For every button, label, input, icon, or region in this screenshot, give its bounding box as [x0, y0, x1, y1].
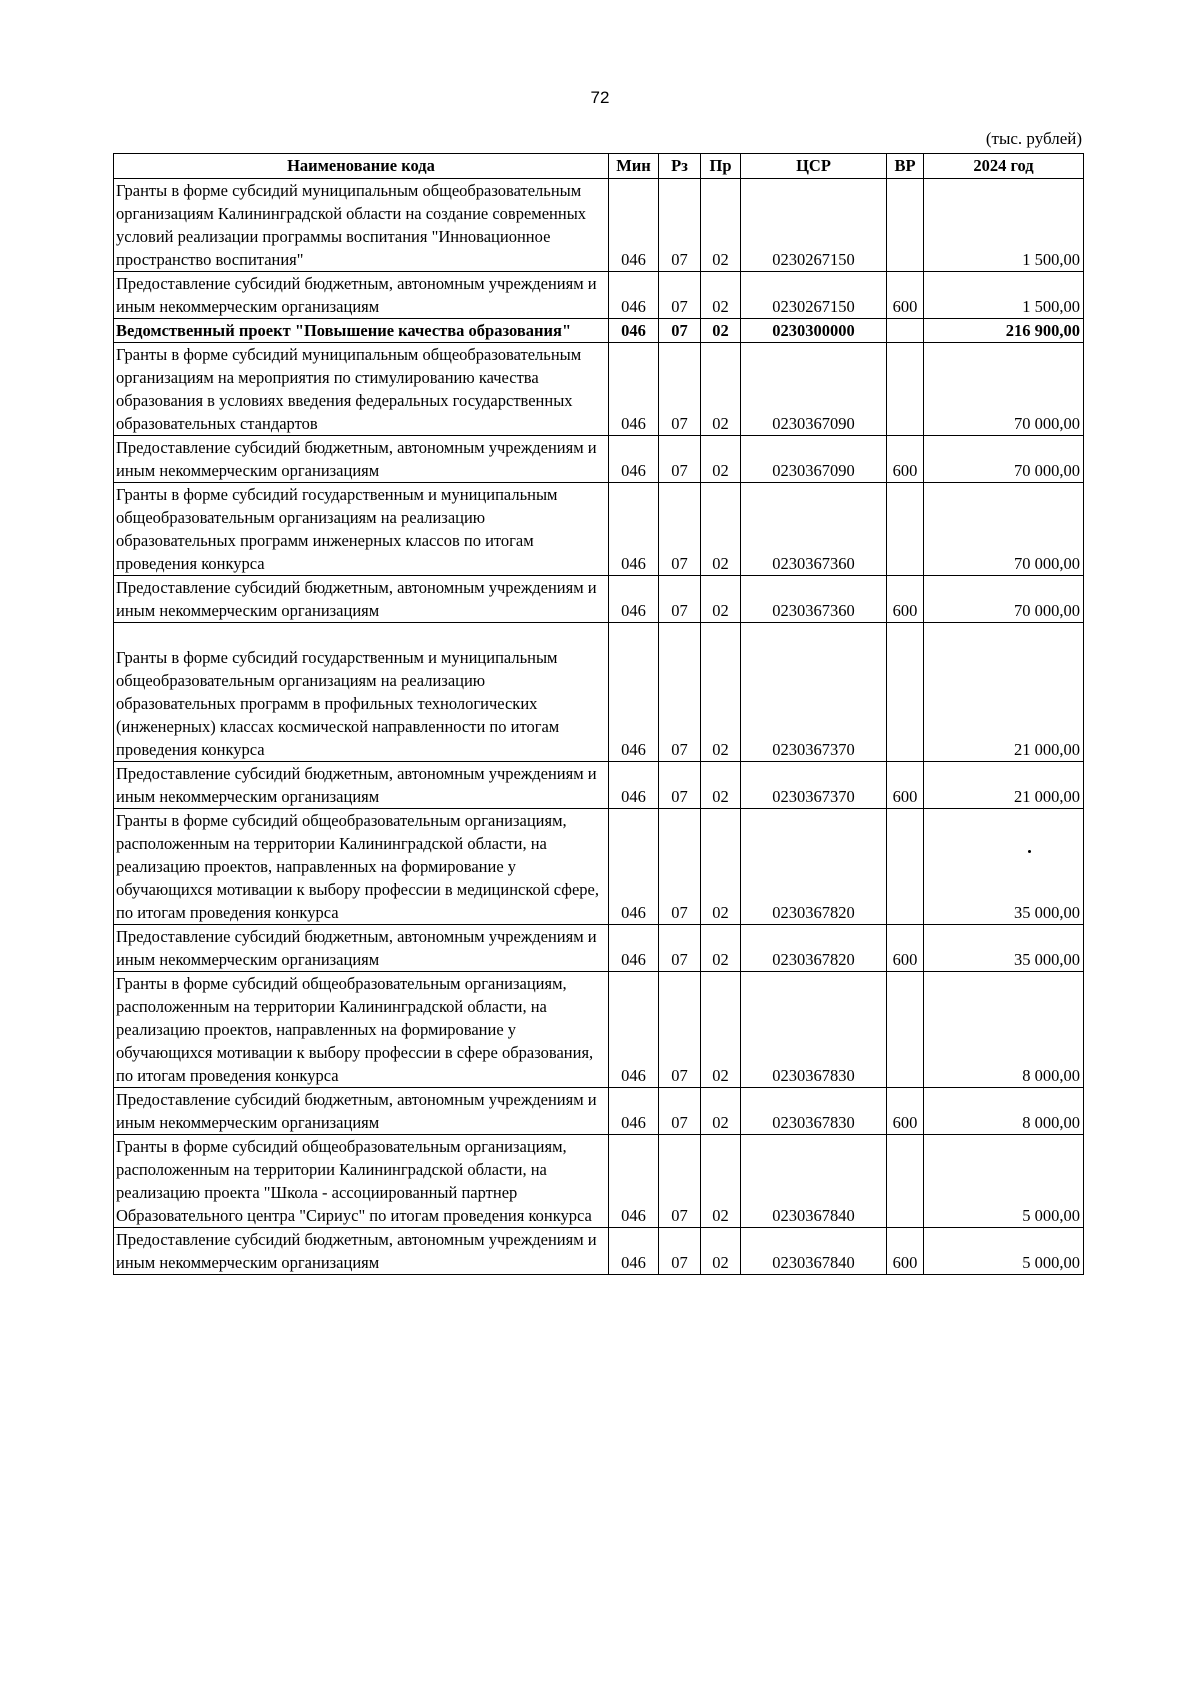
header-vr: ВР — [887, 154, 924, 179]
page-number: 72 — [590, 88, 610, 107]
row-csr: 0230367370 — [741, 623, 887, 762]
table-row — [114, 809, 1084, 925]
units-label: (тыс. рублей) — [985, 129, 1082, 148]
row-name: Предоставление субсидий бюджетным, автономным учреждениям и иным некоммерческим организациям — [114, 272, 609, 319]
header-name: Наименование кода — [114, 154, 609, 179]
row-vr — [887, 343, 924, 436]
row-sum: 70 000,00 — [924, 436, 1084, 483]
row-csr: 0230367360 — [741, 576, 887, 623]
row-rz: 07 — [659, 1088, 701, 1135]
row-name: Гранты в форме субсидий муниципальным общеобразовательным организациям Калининградской области на создание современных условий реализации программы воспитания "Инновационное пространство воспитания" — [114, 179, 609, 272]
row-rz: 07 — [659, 343, 701, 436]
row-name: Предоставление субсидий бюджетным, автономным учреждениям и иным некоммерческим организациям — [114, 436, 609, 483]
row-vr: 600 — [887, 1228, 924, 1275]
row-sum: 70 000,00 — [924, 343, 1084, 436]
row-pr: 02 — [701, 809, 741, 925]
row-pr: 02 — [701, 319, 741, 343]
row-min: 046 — [609, 179, 659, 272]
row-name: Гранты в форме субсидий общеобразовательным организациям, расположенным на территории Калининградской области, на реализацию проектов, направленных на формирование у обучающихся мотивации к выбору профессии в медицинской сфере, по итогам проведения конкурса — [114, 809, 609, 925]
row-csr: 0230300000 — [741, 319, 887, 343]
table-row — [114, 972, 1084, 1088]
row-vr: 600 — [887, 272, 924, 319]
row-pr: 02 — [701, 1228, 741, 1275]
row-csr: 0230367090 — [741, 436, 887, 483]
row-vr: 600 — [887, 436, 924, 483]
row-csr: 0230367840 — [741, 1228, 887, 1275]
row-rz: 07 — [659, 623, 701, 762]
row-pr: 02 — [701, 483, 741, 576]
row-pr: 02 — [701, 1135, 741, 1228]
row-min: 046 — [609, 436, 659, 483]
table-row — [114, 1135, 1084, 1228]
table-row — [114, 925, 1084, 972]
row-csr: 0230367370 — [741, 762, 887, 809]
row-name: Предоставление субсидий бюджетным, автономным учреждениям и иным некоммерческим организациям — [114, 1228, 609, 1275]
row-rz: 07 — [659, 483, 701, 576]
row-vr — [887, 623, 924, 762]
budget-table — [113, 153, 1084, 1275]
row-sum: 35 000,00 — [924, 809, 1084, 925]
row-rz: 07 — [659, 972, 701, 1088]
row-min: 046 — [609, 762, 659, 809]
row-name: Гранты в форме субсидий общеобразовательным организациям, расположенным на территории Калининградской области, на реализацию проектов, направленных на формирование у обучающихся мотивации к выбору профессии в сфере образования, по итогам проведения конкурса — [114, 972, 609, 1088]
row-pr: 02 — [701, 179, 741, 272]
row-min: 046 — [609, 623, 659, 762]
header-csr: ЦСР — [741, 154, 887, 179]
row-name: Гранты в форме субсидий муниципальным общеобразовательным организациям на мероприятия по стимулированию качества образования в условиях введения федеральных государственных образовательных стандартов — [114, 343, 609, 436]
row-vr — [887, 483, 924, 576]
row-name: Предоставление субсидий бюджетным, автономным учреждениям и иным некоммерческим организациям — [114, 925, 609, 972]
row-vr — [887, 809, 924, 925]
row-rz: 07 — [659, 1135, 701, 1228]
row-csr: 0230367360 — [741, 483, 887, 576]
row-sum: 5 000,00 — [924, 1228, 1084, 1275]
row-name: Ведомственный проект "Повышение качества образования" — [114, 319, 609, 343]
row-sum: 21 000,00 — [924, 623, 1084, 762]
row-min: 046 — [609, 1088, 659, 1135]
row-vr — [887, 1135, 924, 1228]
row-csr: 0230367830 — [741, 1088, 887, 1135]
header-rz: Рз — [659, 154, 701, 179]
row-min: 046 — [609, 1135, 659, 1228]
header-pr: Пр — [701, 154, 741, 179]
row-sum: 8 000,00 — [924, 972, 1084, 1088]
table-row — [114, 623, 1084, 762]
row-name: Предоставление субсидий бюджетным, автономным учреждениям и иным некоммерческим организациям — [114, 762, 609, 809]
row-pr: 02 — [701, 272, 741, 319]
row-rz: 07 — [659, 809, 701, 925]
table-row — [114, 179, 1084, 272]
row-name: Гранты в форме субсидий государственным и муниципальным общеобразовательным организациям на реализацию образовательных программ инженерных классов по итогам проведения конкурса — [114, 483, 609, 576]
row-sum: 1 500,00 — [924, 272, 1084, 319]
header-min: Мин — [609, 154, 659, 179]
row-min: 046 — [609, 576, 659, 623]
row-rz: 07 — [659, 762, 701, 809]
table-row — [114, 1228, 1084, 1275]
row-vr — [887, 179, 924, 272]
row-sum: 8 000,00 — [924, 1088, 1084, 1135]
row-rz: 07 — [659, 1228, 701, 1275]
table-row-project — [114, 319, 1084, 343]
row-pr: 02 — [701, 436, 741, 483]
row-rz: 07 — [659, 179, 701, 272]
row-sum: 5 000,00 — [924, 1135, 1084, 1228]
row-vr — [887, 319, 924, 343]
row-rz: 07 — [659, 576, 701, 623]
table-row — [114, 436, 1084, 483]
row-vr: 600 — [887, 576, 924, 623]
row-name: Гранты в форме субсидий государственным и муниципальным общеобразовательным организациям на реализацию образовательных программ в профильных технологических (инженерных) классах космической направленности по итогам проведения конкурса — [114, 623, 609, 762]
row-rz: 07 — [659, 272, 701, 319]
row-pr: 02 — [701, 925, 741, 972]
stray-dot-mark — [1028, 850, 1031, 853]
row-rz: 07 — [659, 319, 701, 343]
table-row — [114, 272, 1084, 319]
row-csr: 0230367820 — [741, 809, 887, 925]
row-csr: 0230267150 — [741, 272, 887, 319]
row-vr — [887, 972, 924, 1088]
row-name: Гранты в форме субсидий общеобразовательным организациям, расположенным на территории Калининградской области, на реализацию проекта "Школа - ассоциированный партнер Образовательного центра "Сириус" по итогам проведения конкурса — [114, 1135, 609, 1228]
table-row — [114, 483, 1084, 576]
table-row — [114, 762, 1084, 809]
row-min: 046 — [609, 972, 659, 1088]
row-sum: 216 900,00 — [924, 319, 1084, 343]
row-pr: 02 — [701, 762, 741, 809]
row-sum: 21 000,00 — [924, 762, 1084, 809]
table-row — [114, 576, 1084, 623]
row-min: 046 — [609, 809, 659, 925]
row-sum: 35 000,00 — [924, 925, 1084, 972]
row-vr: 600 — [887, 925, 924, 972]
row-rz: 07 — [659, 925, 701, 972]
row-min: 046 — [609, 1228, 659, 1275]
table-row — [114, 343, 1084, 436]
row-min: 046 — [609, 343, 659, 436]
row-sum: 70 000,00 — [924, 483, 1084, 576]
row-pr: 02 — [701, 972, 741, 1088]
row-name: Предоставление субсидий бюджетным, автономным учреждениям и иным некоммерческим организациям — [114, 576, 609, 623]
row-csr: 0230367090 — [741, 343, 887, 436]
row-min: 046 — [609, 925, 659, 972]
row-min: 046 — [609, 272, 659, 319]
row-min: 046 — [609, 319, 659, 343]
row-pr: 02 — [701, 576, 741, 623]
row-sum: 70 000,00 — [924, 576, 1084, 623]
table-header-row — [114, 154, 1084, 179]
row-rz: 07 — [659, 436, 701, 483]
row-min: 046 — [609, 483, 659, 576]
header-sum: 2024 год — [924, 154, 1084, 179]
row-vr: 600 — [887, 762, 924, 809]
row-csr: 0230267150 — [741, 179, 887, 272]
table-row — [114, 1088, 1084, 1135]
row-pr: 02 — [701, 1088, 741, 1135]
row-pr: 02 — [701, 343, 741, 436]
row-sum: 1 500,00 — [924, 179, 1084, 272]
row-csr: 0230367840 — [741, 1135, 887, 1228]
row-name: Предоставление субсидий бюджетным, автономным учреждениям и иным некоммерческим организациям — [114, 1088, 609, 1135]
row-pr: 02 — [701, 623, 741, 762]
row-csr: 0230367830 — [741, 972, 887, 1088]
row-csr: 0230367820 — [741, 925, 887, 972]
row-vr: 600 — [887, 1088, 924, 1135]
